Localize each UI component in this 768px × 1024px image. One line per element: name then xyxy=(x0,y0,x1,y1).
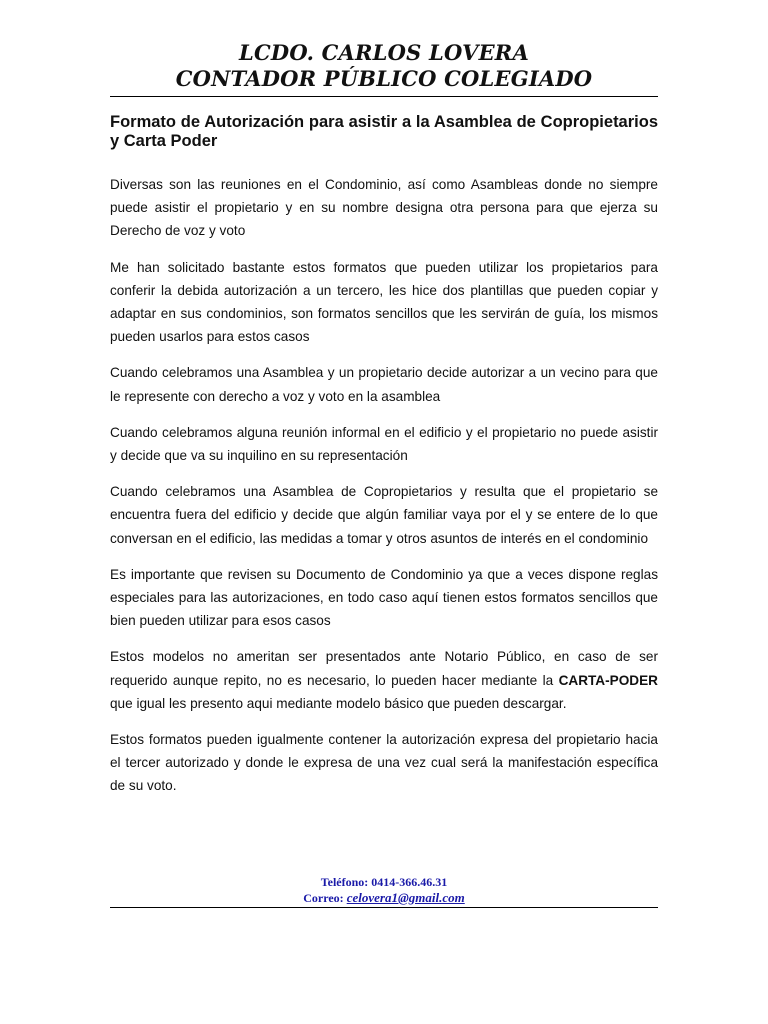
document-page xyxy=(110,40,658,811)
paragraph: Es importante que revisen su Documento de Condominio ya que a veces dispone reglas especiales para las autorizaciones, en todo caso aquí tienen estos formatos sencillos que bien pueden utilizar para esos casos xyxy=(110,566,658,629)
email-line xyxy=(110,890,658,906)
paragraph-carta-poder xyxy=(110,645,658,715)
paragraph-text: Estos modelos no ameritan ser presentados ante Notario Público, en caso de ser requerido aunque repito, no es necesario, lo pueden hacer mediante la xyxy=(110,649,658,688)
header-divider xyxy=(110,96,658,97)
email-label: Correo: xyxy=(303,891,347,905)
carta-poder-term: CARTA-PODER xyxy=(558,672,658,688)
letterhead xyxy=(110,40,658,92)
document-title: Formato de Autorización para asistir a la Asamblea de Copropietarios y Carta Poder xyxy=(110,113,658,150)
paragraph: Cuando celebramos una Asamblea de Copropietarios y resulta que el propietario se encuentra fuera del edificio y decide que algún familiar vaya por el y se entere de lo que conversan en el edificio, las medidas a tomar y otros asuntos de interés en el condominio xyxy=(110,484,658,546)
document-body xyxy=(110,173,658,798)
paragraph: Cuando celebramos alguna reunión informal en el edificio y el propietario no puede asistir y decide que va su inquilino en su representación xyxy=(110,424,658,464)
paragraph-text: que igual les presento aqui mediante modelo básico que pueden descargar. xyxy=(110,695,567,711)
paragraph: Diversas son las reuniones en el Condominio, así como Asambleas donde no siempre puede asistir el propietario y en su nombre designa otra persona para que ejerza su Derecho de voz y voto xyxy=(110,177,658,239)
letterhead-profession: CONTADOR PÚBLICO COLEGIADO xyxy=(175,66,593,91)
contact-footer xyxy=(110,875,658,906)
footer-divider xyxy=(110,907,658,908)
paragraph: Me han solicitado bastante estos formatos que pueden utilizar los propietarios para conferir la debida autorización a un tercero, les hice dos plantillas que pueden copiar y adaptar en sus condominios, son formatos sencillos que les servirán de guía, los mismos pueden usarlos para estos casos xyxy=(110,259,658,345)
paragraph: Estos formatos pueden igualmente contener la autorización expresa del propietario hacia el tercer autorizado y donde le expresa de una vez cual será la manifestación específica de su voto. xyxy=(110,732,658,794)
email-link[interactable]: celovera1@gmail.com xyxy=(346,890,465,905)
letterhead-name: LCDO. CARLOS LOVERA xyxy=(239,40,529,65)
paragraph: Cuando celebramos una Asamblea y un propietario decide autorizar a un vecino para que le represente con derecho a voz y voto en la asamblea xyxy=(110,365,658,404)
phone-number: Teléfono: 0414-366.46.31 xyxy=(320,875,448,889)
